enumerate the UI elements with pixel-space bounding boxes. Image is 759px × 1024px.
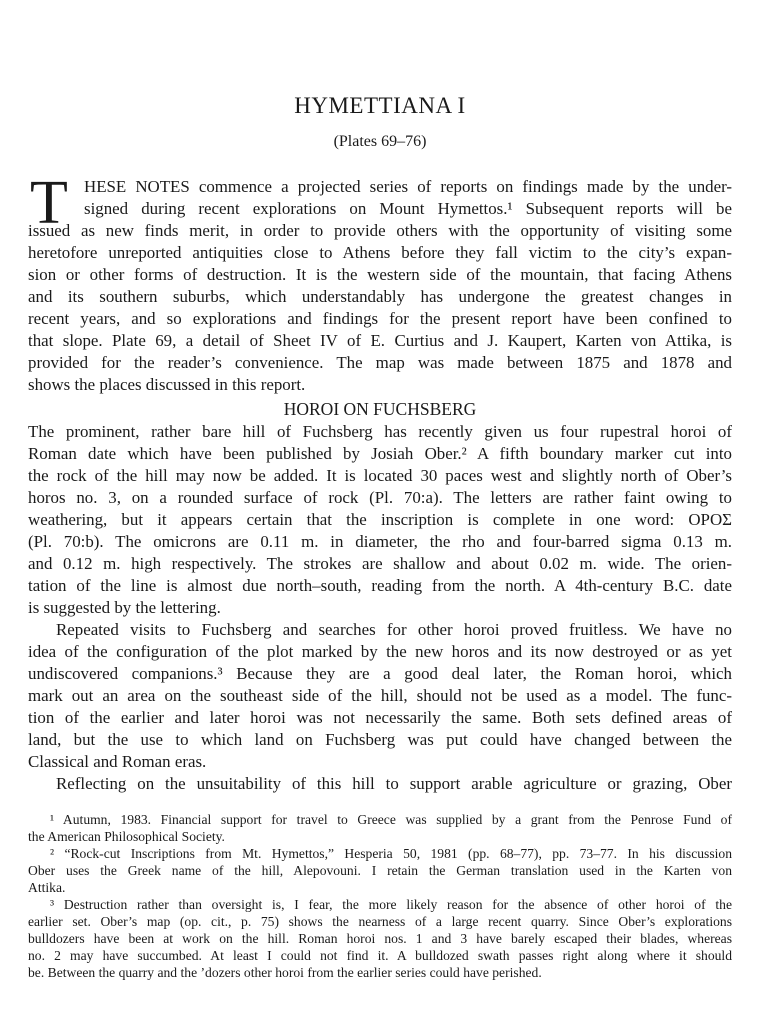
text-line: is suggested by the lettering. (28, 598, 221, 617)
text-line: tation of the line is almost due north–south, reading from the north. A 4th-century B.C. date (28, 576, 732, 595)
text-line: the rock of the hill may now be added. It is located 30 paces west and slightly north of Ober’s (28, 466, 732, 485)
footnote-line: ¹ Autumn, 1983. Financial support for travel to Greece was supplied by a grant from the Penrose Fund of (50, 812, 732, 827)
footnote-line: no. 2 may have succumbed. At least I could not find it. A bulldozed swath passes right along where it should (28, 948, 732, 963)
footnote-line: bulldozers have been at work on the hill. Roman horoi nos. 1 and 3 have barely escaped their blades, whereas (28, 931, 732, 946)
footnote-line: the American Philosophical Society. (28, 829, 225, 844)
text-line: Reflecting on the unsuitability of this hill to support arable agriculture or grazing, Ober (56, 774, 732, 793)
text-line: Repeated visits to Fuchsberg and searches for other horoi proved fruitless. We have no (56, 620, 732, 639)
text-line: Classical and Roman eras. (28, 752, 207, 771)
text-line: that slope. Plate 69, a detail of Sheet IV of E. Curtius and J. Kaupert, Karten von Attika, is (28, 331, 732, 350)
text-line: sion or other forms of destruction. It is the western side of the mountain, that facing Athens (28, 265, 732, 284)
text-line: tion of the earlier and later horoi was not necessarily the same. Both sets defined areas of (28, 708, 732, 727)
text-line: and 0.12 m. high respectively. The strokes are shallow and about 0.02 m. wide. The orien- (28, 554, 732, 573)
text-line: HESE NOTES commence a projected series of reports on findings made by the under- (84, 177, 732, 196)
text-line: and its southern suburbs, which understandably has undergone the greatest changes in (28, 287, 732, 306)
drop-cap: T (30, 169, 68, 237)
text-line: signed during recent explorations on Mount Hymettos.¹ Subsequent reports will be (84, 199, 732, 218)
text-line: provided for the reader’s convenience. The map was made between 1875 and 1878 and (28, 353, 732, 372)
plates-reference: (Plates 69–76) (333, 133, 427, 150)
footnote-line: earlier set. Ober’s map (op. cit., p. 75) shows the nearness of a large recent quarry. Since Ober’s explorations (28, 914, 732, 929)
text-line: (Pl. 70:b). The omicrons are 0.11 m. in diameter, the rho and four-barred sigma 0.13 m. (28, 532, 732, 551)
text-line: mark out an area on the southeast side of the hill, should not be used as a model. The func- (28, 686, 732, 705)
text-line: undiscovered companions.³ Because they are a good deal later, the Roman horoi, which (28, 664, 732, 683)
footnote-line: Attika. (28, 880, 66, 895)
text-line: recent years, and so explorations and findings for the present report have been confined to (28, 309, 732, 328)
text-line: weathering, but it appears certain that the inscription is complete in one word: ΟΡΟΣ (28, 510, 732, 529)
text-line: heretofore unreported antiquities close to Athens before they fall victim to the city’s expan- (28, 243, 732, 262)
text-line: idea of the configuration of the plot marked by the new horos and its now destroyed or as yet (28, 642, 732, 661)
footnote-line: ³ Destruction rather than oversight is, I fear, the more likely reason for the absence of other horoi of the (50, 897, 732, 912)
text-line: Roman date which have been published by Josiah Ober.² A fifth boundary marker cut into (28, 444, 732, 463)
text-line: The prominent, rather bare hill of Fuchsberg has recently given us four rupestral horoi of (28, 422, 732, 441)
footnote-line: Ober uses the Greek name of the hill, Alepovouni. I retain the German translation used in the Karten von (28, 863, 732, 878)
text-line: land, but the use to which land on Fuchsberg was put could have changed between the (28, 730, 732, 749)
text-line: issued as new finds merit, in order to provide others with the opportunity of visiting some (28, 221, 732, 240)
footnote-line: be. Between the quarry and the ’dozers other horoi from the earlier series could have perished. (28, 965, 542, 980)
text-line: shows the places discussed in this report. (28, 375, 306, 394)
footnote-line: ² “Rock-cut Inscriptions from Mt. Hymettos,” Hesperia 50, 1981 (pp. 68–77), pp. 73–77. In his discussion (50, 846, 732, 861)
section-heading: HOROI ON FUCHSBERG (283, 399, 477, 419)
text-line: horos no. 3, on a rounded surface of rock (Pl. 70:a). The letters are rather faint owing to (28, 488, 732, 507)
article-title: HYMETTIANA I (294, 93, 466, 118)
